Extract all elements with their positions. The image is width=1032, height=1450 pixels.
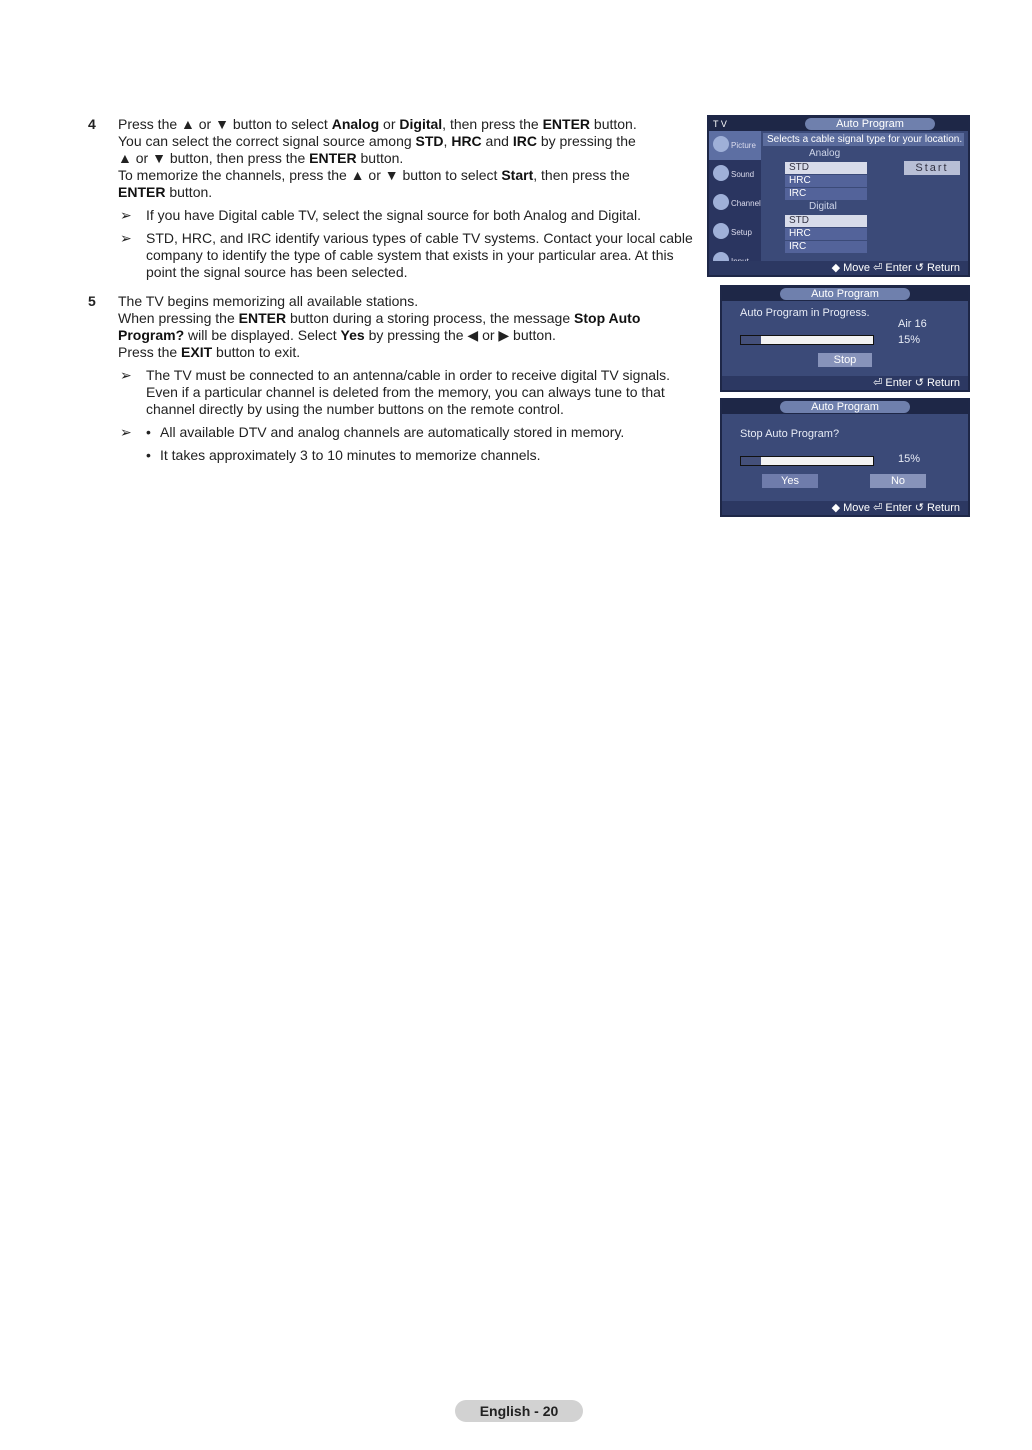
analog-option-hrc[interactable]: HRC bbox=[785, 175, 867, 187]
side-item-setup[interactable] bbox=[709, 218, 761, 247]
osd-footer-hints: ◆ Move ⏎ Enter ↺ Return bbox=[722, 501, 968, 515]
progress-fill bbox=[741, 336, 761, 344]
text: You can select the correct signal source among bbox=[118, 133, 416, 149]
instruction-line bbox=[118, 167, 698, 184]
osd-screen-auto-program-menu bbox=[707, 115, 970, 277]
osd-title: Auto Program bbox=[780, 401, 910, 413]
progress-status: Auto Program in Progress. bbox=[740, 307, 870, 319]
progress-percent: 15% bbox=[898, 334, 921, 346]
bullet-text: All available DTV and analog channels are automatically stored in memory. bbox=[160, 424, 625, 440]
step-number: 4 bbox=[88, 116, 96, 132]
instruction-line bbox=[118, 344, 698, 361]
keyword: Stop Auto bbox=[574, 310, 641, 326]
side-item-sound[interactable] bbox=[709, 160, 761, 189]
text: When pressing the bbox=[118, 310, 239, 326]
text: Press the ▲ or ▼ button to select bbox=[118, 116, 332, 132]
instruction-line bbox=[118, 133, 698, 150]
text: , then press the bbox=[442, 116, 543, 132]
channel-icon bbox=[713, 194, 729, 210]
instruction-line bbox=[118, 310, 698, 327]
note bbox=[118, 230, 698, 281]
osd-title-bar bbox=[709, 117, 968, 131]
text: or bbox=[379, 116, 400, 132]
bullet-text: It takes approximately 3 to 10 minutes to memorize channels. bbox=[160, 447, 541, 463]
side-item-label: Picture bbox=[731, 141, 756, 150]
keyword: ENTER bbox=[118, 184, 166, 200]
step-body bbox=[118, 293, 698, 464]
text: button. bbox=[356, 150, 404, 166]
stop-question: Stop Auto Program? bbox=[740, 428, 840, 440]
side-item-channel[interactable] bbox=[709, 189, 761, 218]
channel-readout: Air 16 bbox=[898, 318, 927, 330]
osd-screen-stop-confirm bbox=[720, 398, 970, 517]
note-arrow-icon: ➢ bbox=[120, 230, 132, 246]
start-button[interactable]: Start bbox=[904, 161, 960, 175]
note-arrow-icon: ➢ bbox=[120, 367, 132, 383]
osd-side-menu bbox=[709, 131, 761, 261]
text: by pressing the ◀ or ▶ button. bbox=[364, 327, 556, 343]
note bbox=[118, 424, 698, 464]
bullet-item bbox=[146, 447, 698, 464]
analog-option-std[interactable]: STD bbox=[785, 162, 867, 174]
step-number: 5 bbox=[88, 293, 96, 309]
no-button[interactable]: No bbox=[870, 474, 926, 488]
digital-option-hrc[interactable]: HRC bbox=[785, 228, 867, 240]
keyword: Yes bbox=[340, 327, 365, 343]
text: Press the bbox=[118, 344, 182, 360]
digital-option-irc[interactable]: IRC bbox=[785, 241, 867, 253]
keyword: Analog bbox=[331, 116, 380, 132]
side-item-label: Channel bbox=[731, 199, 761, 208]
keyword: ENTER bbox=[542, 116, 591, 132]
note bbox=[118, 207, 698, 224]
osd-description: Selects a cable signal type for your location. bbox=[763, 133, 964, 146]
keyword: ENTER bbox=[238, 310, 287, 326]
stop-button[interactable]: Stop bbox=[818, 353, 872, 367]
osd-footer-hints: ⏎ Enter ↺ Return bbox=[722, 376, 968, 390]
note-text: If you have Digital cable TV, select the signal source for both Analog and Digital. bbox=[146, 207, 641, 223]
text: by pressing the bbox=[536, 133, 636, 149]
digital-option-std[interactable]: STD bbox=[785, 215, 867, 227]
osd-title-bar bbox=[722, 287, 968, 301]
progress-percent: 15% bbox=[898, 453, 921, 465]
note bbox=[118, 367, 698, 418]
digital-label: Digital bbox=[809, 201, 837, 212]
keyword: IRC bbox=[512, 133, 537, 149]
note-text: The TV must be connected to an antenna/cable in order to receive digital TV signals. Even if a particular channel is deleted from the memory, you can always tune to that channel directly by using the number buttons on the remote control. bbox=[146, 367, 671, 417]
keyword: EXIT bbox=[181, 344, 213, 360]
note-arrow-icon: ➢ bbox=[120, 424, 132, 440]
keyword: Start bbox=[501, 167, 534, 183]
yes-button[interactable]: Yes bbox=[762, 474, 818, 488]
step-body bbox=[118, 116, 698, 281]
keyword: Digital bbox=[399, 116, 443, 132]
osd-screen-progress bbox=[720, 285, 970, 392]
sound-icon bbox=[713, 165, 729, 181]
bullet-item bbox=[146, 424, 698, 441]
keyword: HRC bbox=[451, 133, 482, 149]
bullet-icon: • bbox=[146, 447, 151, 463]
side-item-label: Setup bbox=[731, 228, 752, 237]
analog-option-irc[interactable]: IRC bbox=[785, 188, 867, 200]
text: button to exit. bbox=[212, 344, 301, 360]
text: ▲ or ▼ button, then press the bbox=[118, 150, 310, 166]
keyword: ENTER bbox=[309, 150, 357, 166]
instruction-line bbox=[118, 327, 698, 344]
text: will be displayed. Select bbox=[184, 327, 341, 343]
instruction-line: The TV begins memorizing all available stations. bbox=[118, 293, 419, 309]
osd-title: Auto Program bbox=[805, 118, 935, 130]
progress-fill bbox=[741, 457, 761, 465]
progress-bar bbox=[740, 335, 874, 345]
instruction-line bbox=[118, 184, 698, 201]
keyword: STD bbox=[415, 133, 444, 149]
text: button. bbox=[165, 184, 213, 200]
setup-icon bbox=[713, 223, 729, 239]
osd-footer-hints: ◆ Move ⏎ Enter ↺ Return bbox=[709, 261, 968, 275]
text: To memorize the channels, press the ▲ or ▼ button to select bbox=[118, 167, 502, 183]
analog-label: Analog bbox=[809, 148, 841, 159]
text: and bbox=[481, 133, 513, 149]
tv-label: T V bbox=[713, 119, 727, 129]
text: button. bbox=[590, 116, 637, 132]
instruction-line bbox=[118, 116, 698, 133]
note-arrow-icon: ➢ bbox=[120, 207, 132, 223]
text: , then press the bbox=[533, 167, 630, 183]
bullet-icon: • bbox=[146, 424, 151, 440]
picture-icon bbox=[713, 136, 729, 152]
text: , bbox=[443, 133, 452, 149]
side-item-label: Sound bbox=[731, 170, 755, 179]
instruction-line bbox=[118, 150, 698, 167]
osd-title: Auto Program bbox=[780, 288, 910, 300]
progress-bar bbox=[740, 456, 874, 466]
osd-title-bar bbox=[722, 400, 968, 414]
keyword: Program? bbox=[118, 327, 185, 343]
text: button during a storing process, the message bbox=[286, 310, 575, 326]
note-text: STD, HRC, and IRC identify various types of cable TV systems. Contact your local cable company to identify the type of cable system that exists in your particular area. At this point the signal source has been selected. bbox=[146, 230, 693, 280]
side-item-picture[interactable] bbox=[709, 131, 761, 160]
page-number-label: English - 20 bbox=[455, 1400, 583, 1422]
